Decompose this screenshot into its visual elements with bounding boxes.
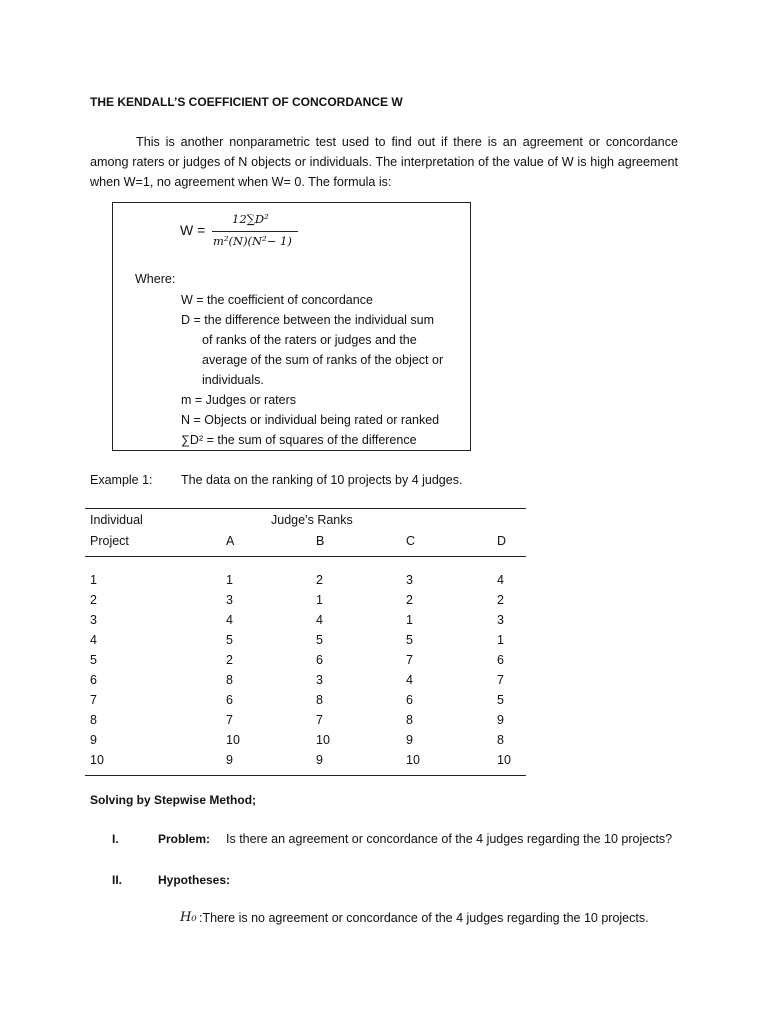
intro-text: This is another nonparametric test used to find out if there is an agreement or concordance among raters or judges of N objects or individuals. The interpretation of the value of W is high agreement when W=1, no agreement when W= 0. The formula is: xyxy=(90,135,678,189)
table-cell-judge-b: 4 xyxy=(316,613,323,627)
table-cell-project: 9 xyxy=(90,733,97,747)
table-cell-judge-d: 9 xyxy=(497,713,504,727)
table-cell-judge-c: 10 xyxy=(406,753,420,767)
table-cell-project: 1 xyxy=(90,573,97,587)
table-cell-project: 2 xyxy=(90,593,97,607)
table-cell-judge-a: 10 xyxy=(226,733,240,747)
table-bottom-rule xyxy=(85,775,526,776)
table-cell-judge-d: 3 xyxy=(497,613,504,627)
definition-d-cont-2: average of the sum of ranks of the object or xyxy=(202,353,444,367)
table-cell-judge-b: 2 xyxy=(316,573,323,587)
header-individual: Individual xyxy=(90,513,143,527)
table-top-rule xyxy=(85,508,526,509)
step-1-label: Problem: xyxy=(158,832,211,846)
step-1-text: Is there an agreement or concordance of the 4 judges regarding the 10 projects? xyxy=(226,832,673,846)
definition-w: W = the coefficient of concordance xyxy=(181,293,373,307)
table-cell-judge-c: 4 xyxy=(406,673,413,687)
header-judge-a: A xyxy=(226,534,235,548)
null-hypothesis-text: :There is no agreement or concordance of the 4 judges regarding the 10 projects. xyxy=(199,911,649,925)
table-cell-judge-b: 8 xyxy=(316,693,323,707)
header-judge-b: B xyxy=(316,534,325,548)
table-cell-project: 6 xyxy=(90,673,97,687)
header-judge-c: C xyxy=(406,534,416,548)
table-cell-judge-d: 7 xyxy=(497,673,504,687)
table-cell-judge-d: 10 xyxy=(497,753,511,767)
definition-n: N = Objects or individual being rated or ranked xyxy=(181,413,440,427)
where-label: Where: xyxy=(135,272,176,286)
table-cell-judge-d: 1 xyxy=(497,633,504,647)
table-header-rule xyxy=(85,556,526,557)
table-cell-project: 3 xyxy=(90,613,97,627)
definition-m: m = Judges or raters xyxy=(181,393,296,407)
table-cell-project: 8 xyxy=(90,713,97,727)
table-cell-judge-d: 2 xyxy=(497,593,504,607)
table-cell-judge-c: 2 xyxy=(406,593,413,607)
table-cell-judge-b: 1 xyxy=(316,593,323,607)
table-cell-judge-a: 4 xyxy=(226,613,233,627)
header-project: Project xyxy=(90,534,129,548)
example-label: Example 1: xyxy=(90,473,153,487)
table-cell-judge-b: 7 xyxy=(316,713,323,727)
table-cell-judge-b: 5 xyxy=(316,633,323,647)
formula-denominator: m²(N)(N²− 1) xyxy=(213,234,292,248)
table-cell-judge-b: 9 xyxy=(316,753,323,767)
table-cell-judge-b: 6 xyxy=(316,653,323,667)
table-cell-judge-c: 8 xyxy=(406,713,413,727)
table-cell-judge-b: 10 xyxy=(316,733,330,747)
formula-lhs: W = xyxy=(180,222,206,238)
table-cell-judge-a: 8 xyxy=(226,673,233,687)
header-judge-d: D xyxy=(497,534,507,548)
step-1-number: I. xyxy=(112,832,119,846)
table-cell-project: 5 xyxy=(90,653,97,667)
step-2-label: Hypotheses: xyxy=(158,873,231,887)
table-cell-judge-a: 5 xyxy=(226,633,233,647)
table-cell-judge-d: 4 xyxy=(497,573,504,587)
table-cell-project: 4 xyxy=(90,633,97,647)
table-cell-judge-b: 3 xyxy=(316,673,323,687)
fraction-bar xyxy=(212,231,298,232)
definition-d: D = the difference between the individual sum xyxy=(181,313,435,327)
table-cell-judge-c: 7 xyxy=(406,653,413,667)
table-cell-judge-a: 1 xyxy=(226,573,233,587)
table-cell-judge-c: 6 xyxy=(406,693,413,707)
table-cell-judge-a: 7 xyxy=(226,713,233,727)
table-cell-judge-c: 5 xyxy=(406,633,413,647)
table-cell-judge-c: 9 xyxy=(406,733,413,747)
header-judges-ranks: Judge’s Ranks xyxy=(271,513,353,527)
definition-sum-d2: ∑D² = the sum of squares of the difference xyxy=(181,433,417,447)
table-cell-judge-a: 3 xyxy=(226,593,233,607)
table-cell-judge-c: 1 xyxy=(406,613,413,627)
table-cell-judge-d: 8 xyxy=(497,733,504,747)
table-cell-judge-d: 5 xyxy=(497,693,504,707)
table-cell-judge-c: 3 xyxy=(406,573,413,587)
table-cell-judge-d: 6 xyxy=(497,653,504,667)
document-title: THE KENDALL’S COEFFICIENT OF CONCORDANCE W xyxy=(90,95,403,109)
table-cell-project: 7 xyxy=(90,693,97,707)
definition-d-cont-1: of ranks of the raters or judges and the xyxy=(202,333,417,347)
table-cell-judge-a: 6 xyxy=(226,693,233,707)
table-cell-judge-a: 2 xyxy=(226,653,233,667)
null-hypothesis-symbol: H₀ xyxy=(180,910,197,925)
table-cell-judge-a: 9 xyxy=(226,753,233,767)
intro-paragraph xyxy=(90,132,678,192)
example-text: The data on the ranking of 10 projects by 4 judges. xyxy=(181,473,463,487)
step-2-number: II. xyxy=(112,873,123,887)
table-cell-project: 10 xyxy=(90,753,104,767)
solving-title: Solving by Stepwise Method; xyxy=(90,793,257,807)
formula-numerator: 12∑D² xyxy=(232,212,269,226)
definition-d-cont-3: individuals. xyxy=(202,373,264,387)
